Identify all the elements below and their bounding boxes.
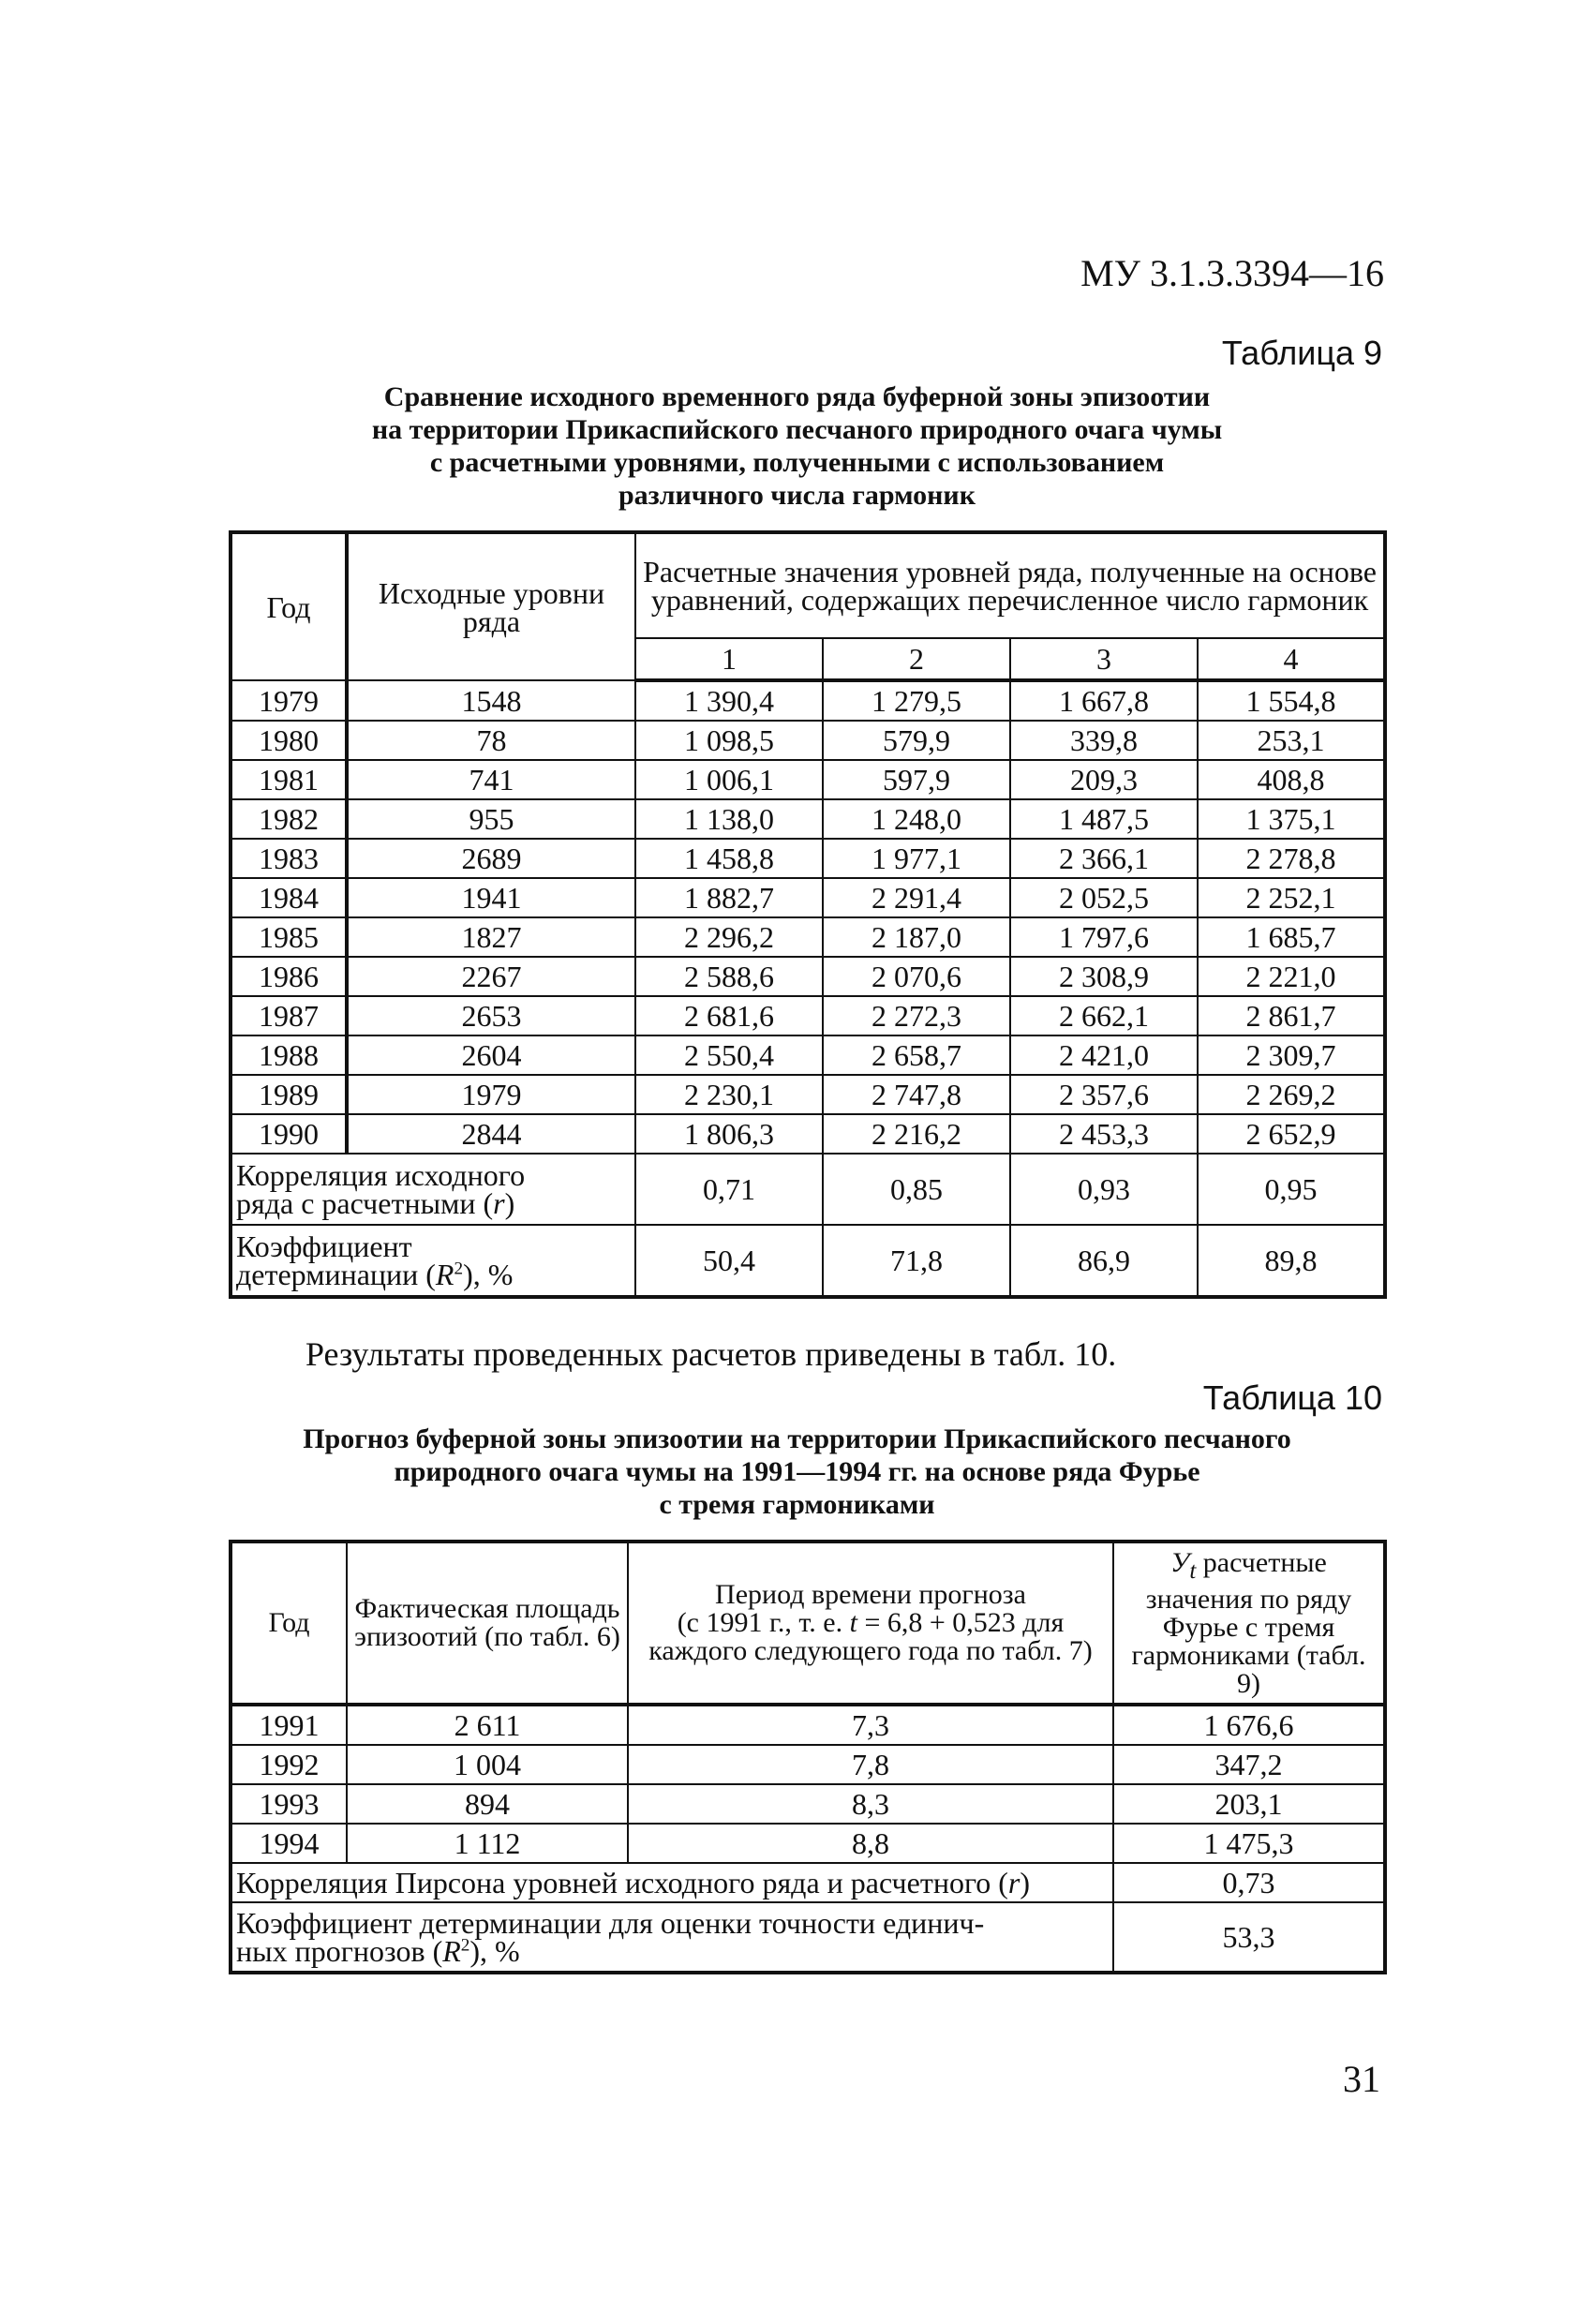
table10-actual-cell: 894 [347, 1784, 628, 1824]
table9-h4-cell: 1 685,7 [1198, 917, 1385, 957]
table9-h2-cell: 2 216,2 [823, 1114, 1010, 1154]
page-number: 31 [1343, 2058, 1380, 2100]
table9-h3-cell: 2 421,0 [1010, 1035, 1198, 1075]
table9-h4-cell: 2 278,8 [1198, 839, 1385, 878]
table9-determination-value: 71,8 [823, 1225, 1010, 1297]
table9-h1-cell: 2 681,6 [635, 996, 823, 1035]
table9-caption-line: различного числа гармоник [618, 480, 976, 511]
table10-actual-cell: 2 611 [347, 1705, 628, 1745]
table9-h2-cell: 579,9 [823, 721, 1010, 760]
table9-source-cell: 1941 [347, 878, 635, 917]
table10-period-header: Период времени прогноза (с 1991 г., т. е. t = 6,8 + 0,523 для каждого следующего года по табл. 7) [628, 1542, 1113, 1705]
table-row [231, 1114, 1385, 1154]
table9-header-row [231, 532, 1385, 638]
table10-body [231, 1705, 1385, 1863]
table10-period-cell: 8,8 [628, 1824, 1113, 1863]
table9-h2-cell: 1 248,0 [823, 799, 1010, 839]
table-row [231, 760, 1385, 799]
table9-h1-cell: 1 098,5 [635, 721, 823, 760]
table9-correlation-value: 0,93 [1010, 1154, 1198, 1225]
table9-h2-cell: 597,9 [823, 760, 1010, 799]
table10-period-cell: 7,3 [628, 1705, 1113, 1745]
table9-year-cell: 1987 [231, 996, 347, 1035]
table9-h4-cell: 1 375,1 [1198, 799, 1385, 839]
table9-h3-cell: 1 667,8 [1010, 680, 1198, 721]
table9-h1-cell: 1 458,8 [635, 839, 823, 878]
table9-correlation-label-line1: Корреляция исходного [236, 1158, 526, 1192]
table10-year-cell: 1994 [231, 1824, 347, 1863]
table9-year-cell: 1985 [231, 917, 347, 957]
table9-h1-cell: 2 230,1 [635, 1075, 823, 1114]
document-code: МУ 3.1.3.3394—16 [1080, 252, 1384, 294]
table10-caption-line: Прогноз буферной зоны эпизоотии на территории Прикаспийского песчаного [303, 1423, 1291, 1454]
table10-caption [0, 1423, 1594, 1521]
table10-fourier-cell: 1 475,3 [1113, 1824, 1385, 1863]
table10-period-cell: 7,8 [628, 1745, 1113, 1784]
table9-year-cell: 1982 [231, 799, 347, 839]
table10-year-cell: 1993 [231, 1784, 347, 1824]
table9-determination-value: 86,9 [1010, 1225, 1198, 1297]
table9-year-cell: 1989 [231, 1075, 347, 1114]
table9-h3-cell: 1 487,5 [1010, 799, 1198, 839]
table9-h4-cell: 2 309,7 [1198, 1035, 1385, 1075]
table9-determination-value: 89,8 [1198, 1225, 1385, 1297]
table10-determination-label [231, 1902, 1113, 1973]
table9-source-cell: 78 [347, 721, 635, 760]
table9-source-cell: 2267 [347, 957, 635, 996]
table10-determination-label-line1: Коэффициент детерминации для оценки точности единич- [236, 1906, 985, 1940]
table9-year-cell: 1986 [231, 957, 347, 996]
table9-source-cell: 2844 [347, 1114, 635, 1154]
table9-year-cell: 1984 [231, 878, 347, 917]
table9-h2-cell: 1 977,1 [823, 839, 1010, 878]
table9-h4-cell: 2 861,7 [1198, 996, 1385, 1035]
table10-pearson-label: Корреляция Пирсона уровней исходного ряда и расчетного (r) [231, 1863, 1113, 1902]
table9-h4-cell: 2 652,9 [1198, 1114, 1385, 1154]
table9-year-cell: 1990 [231, 1114, 347, 1154]
table9-h3-cell: 209,3 [1010, 760, 1198, 799]
table-row [231, 878, 1385, 917]
table10-period-cell: 8,3 [628, 1784, 1113, 1824]
table-row [231, 1784, 1385, 1824]
table9-h1-cell: 1 006,1 [635, 760, 823, 799]
table9-harmonic-header: 3 [1010, 638, 1198, 680]
table-row [231, 996, 1385, 1035]
table9-source-cell: 2604 [347, 1035, 635, 1075]
table9-h4-cell: 2 252,1 [1198, 878, 1385, 917]
table9-year-cell: 1988 [231, 1035, 347, 1075]
table9-source-cell: 955 [347, 799, 635, 839]
table9-h1-cell: 2 296,2 [635, 917, 823, 957]
table9-harmonic-header: 1 [635, 638, 823, 680]
table9-h4-cell: 408,8 [1198, 760, 1385, 799]
table9-correlation-value: 0,95 [1198, 1154, 1385, 1225]
table10-fourier-cell: 1 676,6 [1113, 1705, 1385, 1745]
table9-determination-label [231, 1225, 635, 1297]
table-row [231, 1824, 1385, 1863]
table9-determination-value: 50,4 [635, 1225, 823, 1297]
table10-actual-area-header: Фактическая площадь эпизоотий (по табл. 6) [347, 1542, 628, 1705]
table9-correlation-label-line2: ряда с расчетными (r) [236, 1186, 515, 1220]
table9-h2-cell: 1 279,5 [823, 680, 1010, 721]
table9-h3-cell: 2 366,1 [1010, 839, 1198, 878]
table10-year-cell: 1992 [231, 1745, 347, 1784]
table-row [231, 1705, 1385, 1745]
table9-source-cell: 1827 [347, 917, 635, 957]
table10-pearson-value: 0,73 [1113, 1863, 1385, 1902]
table9-h1-cell: 2 588,6 [635, 957, 823, 996]
table9-h2-cell: 2 658,7 [823, 1035, 1010, 1075]
table9-h1-cell: 1 882,7 [635, 878, 823, 917]
table9-caption-line: Сравнение исходного временного ряда буферной зоны эпизоотии [383, 381, 1211, 412]
table10-determination-value: 53,3 [1113, 1902, 1385, 1973]
table9-h2-cell: 2 272,3 [823, 996, 1010, 1035]
table9-harmonic-header: 4 [1198, 638, 1385, 680]
table9-h3-cell: 339,8 [1010, 721, 1198, 760]
table9-h2-cell: 2 291,4 [823, 878, 1010, 917]
table-row [231, 799, 1385, 839]
table9-h1-cell: 1 138,0 [635, 799, 823, 839]
table10-fourier-cell: 347,2 [1113, 1745, 1385, 1784]
table9-h3-cell: 2 052,5 [1010, 878, 1198, 917]
table9-harmonic-header: 2 [823, 638, 1010, 680]
table9-year-cell: 1981 [231, 760, 347, 799]
table9-source-cell: 2689 [347, 839, 635, 878]
table9-h3-cell: 2 308,9 [1010, 957, 1198, 996]
table10-determination-label-line2: ных прогнозов $(R^2)$, % [236, 1934, 520, 1968]
table9-h3-cell: 2 453,3 [1010, 1114, 1198, 1154]
table9-h1-cell: 1 390,4 [635, 680, 823, 721]
table10-caption-line: природного очага чумы на 1991—1994 гг. на основе ряда Фурье [394, 1456, 1200, 1487]
table10-fourier-cell: 203,1 [1113, 1784, 1385, 1824]
table9-determination-row [231, 1225, 1385, 1297]
table9-caption-line: на территории Прикаспийского песчаного природного очага чумы [371, 414, 1223, 445]
table9-correlation-value: 0,71 [635, 1154, 823, 1225]
table9 [229, 530, 1387, 1299]
table9-h3-cell: 1 797,6 [1010, 917, 1198, 957]
table10-determination-row [231, 1902, 1385, 1973]
table9-year-cell: 1983 [231, 839, 347, 878]
table9-correlation-value: 0,85 [823, 1154, 1010, 1225]
table9-source-cell: 2653 [347, 996, 635, 1035]
table9-caption-line: с расчетными уровнями, полученными с использованием [429, 447, 1165, 478]
table10-header-row [231, 1542, 1385, 1705]
table10-actual-cell: 1 112 [347, 1824, 628, 1863]
table10 [229, 1540, 1387, 1974]
table9-h1-cell: 1 806,3 [635, 1114, 823, 1154]
table9-year-cell: 1980 [231, 721, 347, 760]
table-row [231, 721, 1385, 760]
results-paragraph: Результаты проведенных расчетов приведены в табл. 10. [305, 1335, 1117, 1373]
table9-h4-cell: 2 269,2 [1198, 1075, 1385, 1114]
table9-correlation-row [231, 1154, 1385, 1225]
table9-determination-label-line2: детерминации $(R^2)$, % [236, 1258, 514, 1291]
table9-source-header: Исходные уровни ряда [347, 532, 635, 680]
table9-h2-cell: 2 747,8 [823, 1075, 1010, 1114]
table9-number: Таблица 9 [1221, 334, 1382, 372]
table9-h4-cell: 2 221,0 [1198, 957, 1385, 996]
table-row [231, 839, 1385, 878]
table9-correlation-label [231, 1154, 635, 1225]
table9-h4-cell: 1 554,8 [1198, 680, 1385, 721]
table10-year-header: Год [231, 1542, 347, 1705]
table10-number: Таблица 10 [1202, 1378, 1382, 1417]
table9-h2-cell: 2 187,0 [823, 917, 1010, 957]
table9-h4-cell: 253,1 [1198, 721, 1385, 760]
table-row [231, 1035, 1385, 1075]
table-row [231, 917, 1385, 957]
table9-year-header: Год [231, 532, 347, 680]
table9-h2-cell: 2 070,6 [823, 957, 1010, 996]
table10-pearson-row [231, 1863, 1385, 1902]
table9-body [231, 680, 1385, 1154]
table9-h1-cell: 2 550,4 [635, 1035, 823, 1075]
table9-source-cell: 1979 [347, 1075, 635, 1114]
table9-year-cell: 1979 [231, 680, 347, 721]
table-row [231, 1075, 1385, 1114]
table9-source-cell: 741 [347, 760, 635, 799]
table-row [231, 680, 1385, 721]
table9-determination-label-line1: Коэффициент [236, 1229, 412, 1263]
table-row [231, 957, 1385, 996]
table10-year-cell: 1991 [231, 1705, 347, 1745]
table9-h3-cell: 2 357,6 [1010, 1075, 1198, 1114]
table9-calculated-header: Расчетные значения уровней ряда, полученные на основе уравнений, содержащих перечисленное число гармоник [635, 532, 1385, 638]
table9-caption [0, 380, 1594, 512]
table9-h3-cell: 2 662,1 [1010, 996, 1198, 1035]
table-row [231, 1745, 1385, 1784]
table10-caption-line: с тремя гармониками [659, 1489, 935, 1520]
table10-actual-cell: 1 004 [347, 1745, 628, 1784]
table9-source-cell: 1548 [347, 680, 635, 721]
table10-fourier-header: $У_t$ расчетные значения по ряду Фурье с тремя гармониками (табл. 9) [1113, 1542, 1385, 1705]
